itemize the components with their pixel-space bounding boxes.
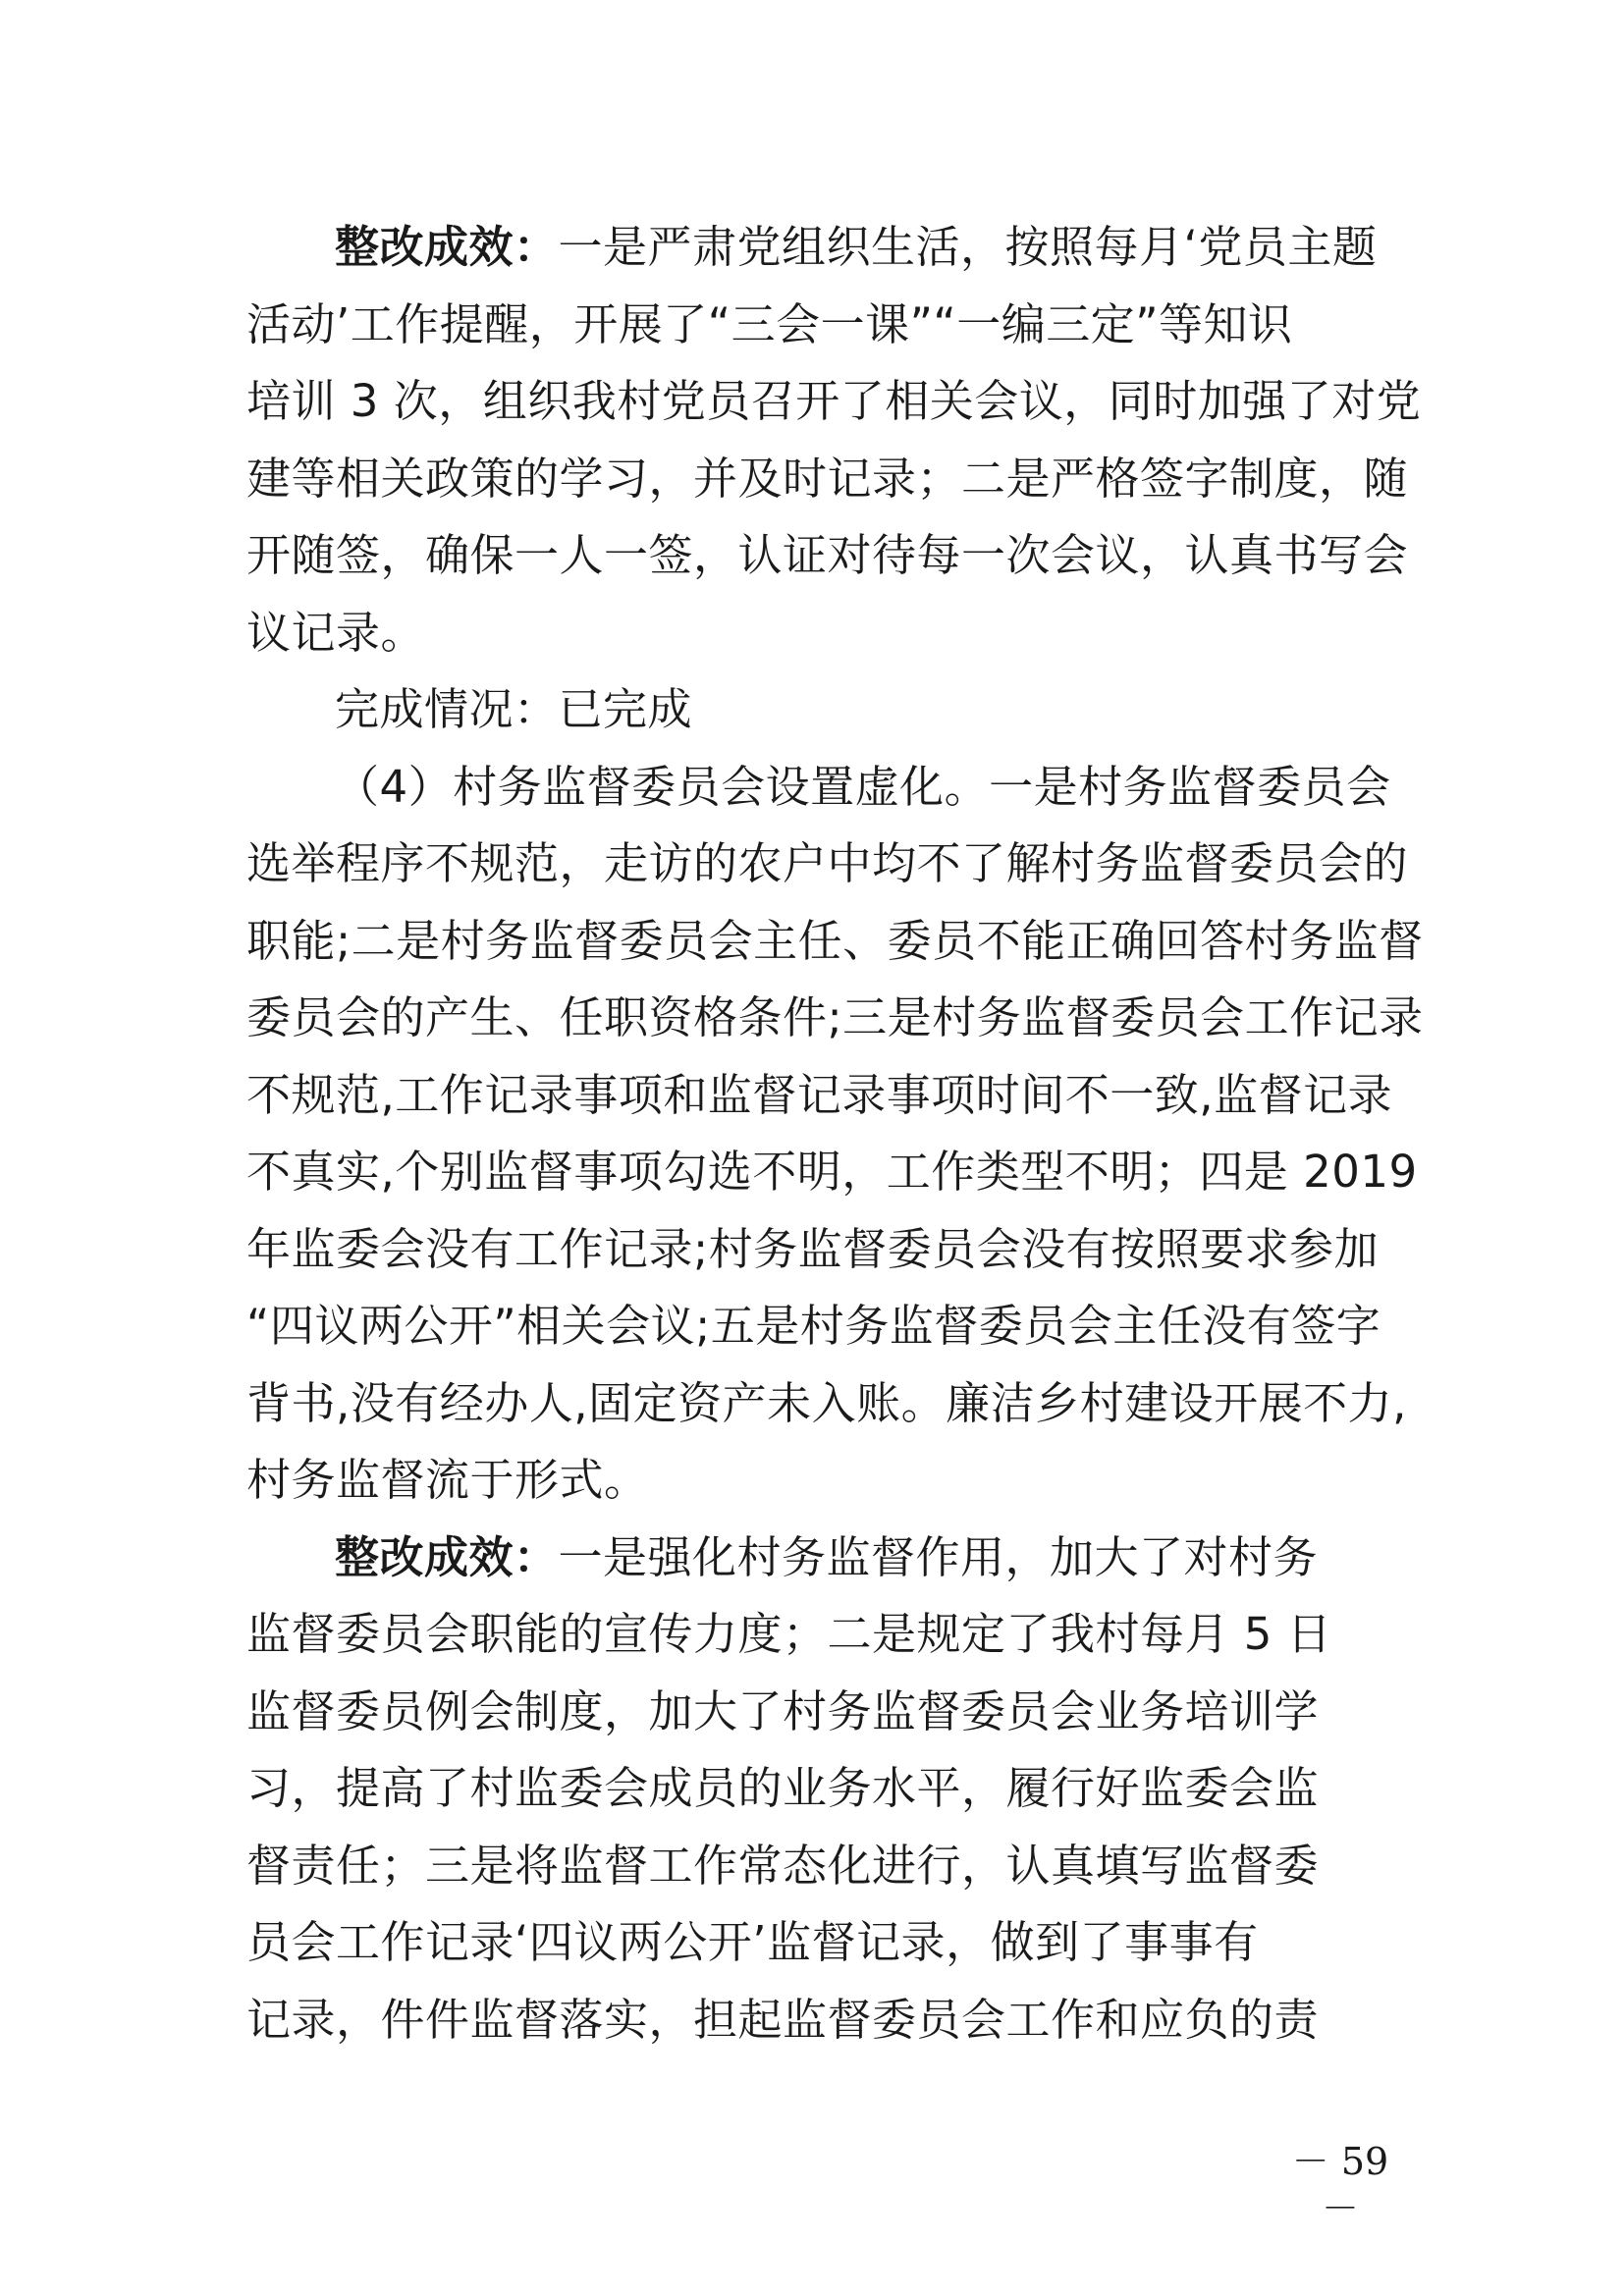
- paragraph-rectification-results-2: [246, 1520, 1385, 2059]
- page-number: － 59 －: [1291, 2140, 1389, 2230]
- paragraph-line: 监督委员例会制度，加大了村务监督委员会业务培训学: [246, 1684, 1320, 1737]
- paragraph-village-supervision-issue: [246, 749, 1424, 1520]
- paragraph-line: “四议两公开”相关会议;五是村务监督委员会主任没有签字: [246, 1300, 1381, 1352]
- paragraph-line: [246, 209, 1385, 287]
- section-lead-label: 整改成效：: [335, 221, 559, 273]
- paragraph-line: 议记录。: [246, 606, 426, 659]
- document-body: [246, 209, 1424, 2058]
- section-lead-label: 整改成效：: [335, 1530, 559, 1583]
- paragraph-line: 委员会的产生、任职资格条件;三是村务监督委员会工作记录: [246, 991, 1424, 1043]
- paragraph-rectification-results-1: [246, 209, 1422, 671]
- paragraph-text: 一是强化村务监督作用，加大了对村务: [558, 1530, 1319, 1583]
- paragraph-line: 培训 3 次，组织我村党员召开了相关会议，同时加强了对党: [246, 375, 1422, 427]
- completion-status: 完成情况：已完成: [335, 683, 693, 735]
- paragraph-line: 年监委会没有工作记录;村务监督委员会没有按照要求参加: [246, 1222, 1380, 1275]
- paragraph-text: 一是严肃党组织生活，按照每月‘党员主题: [558, 221, 1378, 273]
- paragraph-line: 不规范,工作记录事项和监督记录事项时间不一致,监督记录: [246, 1068, 1393, 1121]
- paragraph-line: 督责任；三是将监督工作常态化进行，认真填写监督委: [246, 1839, 1320, 1892]
- paragraph-line: 职能;二是村务监督委员会主任、委员不能正确回答村务监督: [246, 914, 1424, 967]
- paragraph-line: 记录，件件监督落实，担起监督委员会工作和应负的责: [246, 1993, 1320, 2046]
- paragraph-line: 员会工作记录‘四议两公开’监督记录，做到了事事有: [246, 1916, 1259, 1968]
- paragraph-line: （4）村务监督委员会设置虚化。一是村务监督委员会: [335, 760, 1391, 813]
- paragraph-line: 习，提高了村监委会成员的业务水平，履行好监委会监: [246, 1762, 1320, 1814]
- paragraph-line: 建等相关政策的学习，并及时记录；二是严格签字制度，随: [246, 452, 1409, 505]
- paragraph-line: [246, 1520, 1385, 1597]
- paragraph-line: 监督委员会职能的宣传力度；二是规定了我村每月 5 日: [246, 1608, 1332, 1660]
- paragraph-line: 开随签，确保一人一签，认证对待每一次会议，认真书写会: [246, 529, 1409, 581]
- paragraph-line: 村务监督流于形式。: [246, 1454, 649, 1506]
- paragraph-line: 活动’工作提醒，开展了“三会一课”“一编三定”等知识: [246, 297, 1293, 350]
- paragraph-line: 背书,没有经办人,固定资产未入账。廉洁乡村建设开展不力,: [246, 1376, 1407, 1429]
- paragraph-line: 不真实,个别监督事项勾选不明，工作类型不明；四是 2019: [246, 1146, 1418, 1198]
- paragraph-line: 选举程序不规范，走访的农户中均不了解村务监督委员会的: [246, 837, 1409, 889]
